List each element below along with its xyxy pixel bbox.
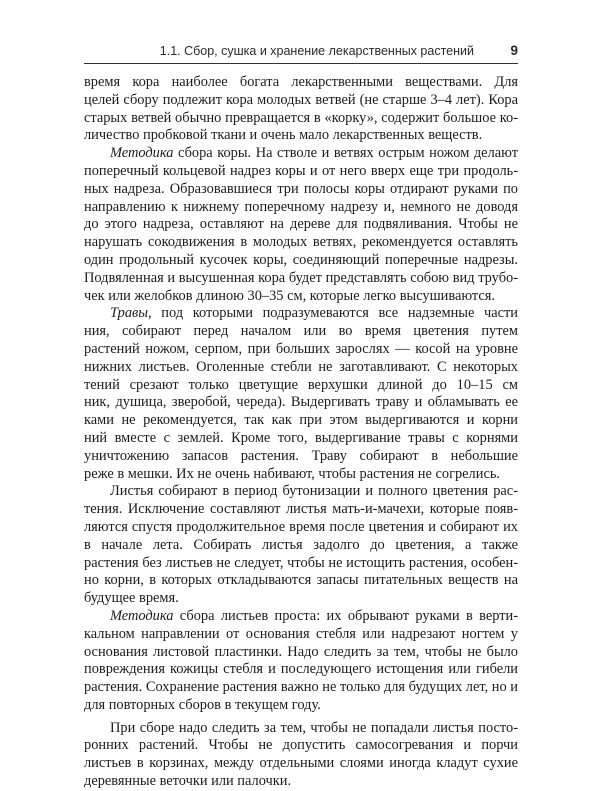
emphasis: Методика — [110, 145, 174, 162]
text-line: чек или желобков длиною 30–35 см, которые легко высушиваются. — [84, 287, 495, 304]
text-line: время кора наиболее богата лекарственными веществами. Для — [84, 74, 518, 90]
text-line: растения без листьев не следует, чтобы не истощить растения, особен- — [84, 554, 518, 571]
text-line: поперечный кольцевой надрез коры и от него вверх еще три продоль- — [84, 162, 518, 179]
text-line: ник, душица, зверобой, череда). Выдергивать траву и обламывать ее — [84, 394, 518, 411]
paragraph — [84, 483, 518, 608]
text-line: кальном направлении от основания стебля или надрезают ногтем у — [84, 625, 518, 642]
emphasis: Методика — [110, 607, 174, 624]
text-line: тений срезают только цветущие верхушки длиной до 10–15 см — [84, 376, 518, 393]
body-text — [84, 74, 518, 791]
paragraph — [84, 145, 518, 305]
text-line: нижних листьев. Оголенные стебли не заготавливают. С некоторых — [84, 358, 518, 375]
text-line: нарушать сокодвижения в молодых ветвях, рекомендуется оставлять — [84, 234, 518, 251]
text-line — [84, 608, 518, 626]
text-line: реже в мешки. Их не очень набивают, чтобы растения не согрелись. — [84, 465, 500, 482]
text-line: ний вместе с землей. Кроме того, выдергивание травы с корнями — [84, 429, 518, 446]
paragraph — [84, 305, 518, 483]
text-line: уничтожению запасов растения. Траву собирают в небольшие — [84, 447, 518, 464]
text-line — [84, 145, 518, 163]
emphasis: Травы — [110, 305, 149, 322]
text-line: в начале лета. Собирать листья задолго до цветения, а также — [84, 536, 518, 553]
text-line: один продольный кусочек коры, соединяющий поперечные надрезы. — [84, 251, 518, 268]
text-line: При сборе надо следить за тем, чтобы не попадали листья посто- — [110, 719, 518, 736]
text-line: ных надреза. Образовавшиеся три полосы коры отдирают руками по — [84, 180, 518, 197]
text-run: сбора листьев проста: их обрывают руками в верти- — [173, 607, 518, 624]
text-line: растений ножом, серпом, при больших зарослях — косой на уровне — [84, 340, 518, 357]
running-title: 1.1. Сбор, сушка и хранение лекарственных растений — [159, 44, 474, 58]
text-line: ляются спустя продолжительное время после цветения и собирают их — [84, 518, 518, 535]
paragraph — [84, 608, 518, 715]
text-line: но корни, в которых откладываются запасы питательных веществ на — [84, 572, 518, 589]
header-rule — [84, 63, 518, 64]
page-number: 9 — [510, 43, 518, 58]
text-line: листьев в корзинах, между отдельными слоями иногда кладут сухие — [84, 755, 518, 772]
text-run: , под которыми подразумеваются все надземные части — [148, 305, 518, 322]
text-line: основания листовой пластинки. Надо следить за тем, чтобы не было — [84, 643, 518, 660]
text-line: ронних растений. Чтобы не допустить самосогревания и порчи — [84, 737, 518, 754]
text-line: до этого надреза, оставляют на дереве для подвяливания. Чтобы не — [84, 216, 518, 233]
paragraph — [84, 720, 518, 791]
text-line: деревянные веточки или палочки. — [84, 773, 292, 790]
paragraph — [84, 74, 518, 145]
text-line: ками не рекомендуется, так как при этом выдергиваются и корни — [84, 412, 518, 429]
text-line: старых ветвей обычно превращается в «корку», содержит большое ко- — [84, 109, 518, 126]
text-line: целей сбору подлежит кора молодых ветвей (не старше 3–4 лет). Кора — [84, 91, 518, 108]
text-line: растения. Сохранение растения важно не только для будущих лет, но и — [84, 679, 518, 696]
text-line: Листья собирают в период бутонизации и полного цветения рас- — [110, 483, 518, 500]
text-line: будущее время. — [84, 590, 179, 607]
text-line: для повторных сборов в текущем году. — [84, 696, 321, 713]
text-line: ния, собирают перед началом или во время цветения путем — [84, 323, 518, 340]
text-line — [84, 305, 518, 323]
text-line: повреждения кожицы стебля и последующего истощения или гибели — [84, 661, 518, 678]
text-line: тения. Исключение составляют листья мать-и-мачехи, которые появ- — [84, 501, 518, 518]
text-run: сбора коры. На стволе и ветвях острым ножом делают — [173, 145, 518, 162]
text-line: личество пробковой ткани и очень мало лекарственных веществ. — [84, 127, 483, 144]
text-line: направлению к нижнему поперечному надрезу и, немного не доводя — [84, 198, 518, 215]
text-line: Подвяленная и высушенная кора будет представлять собою вид трубо- — [84, 269, 518, 286]
